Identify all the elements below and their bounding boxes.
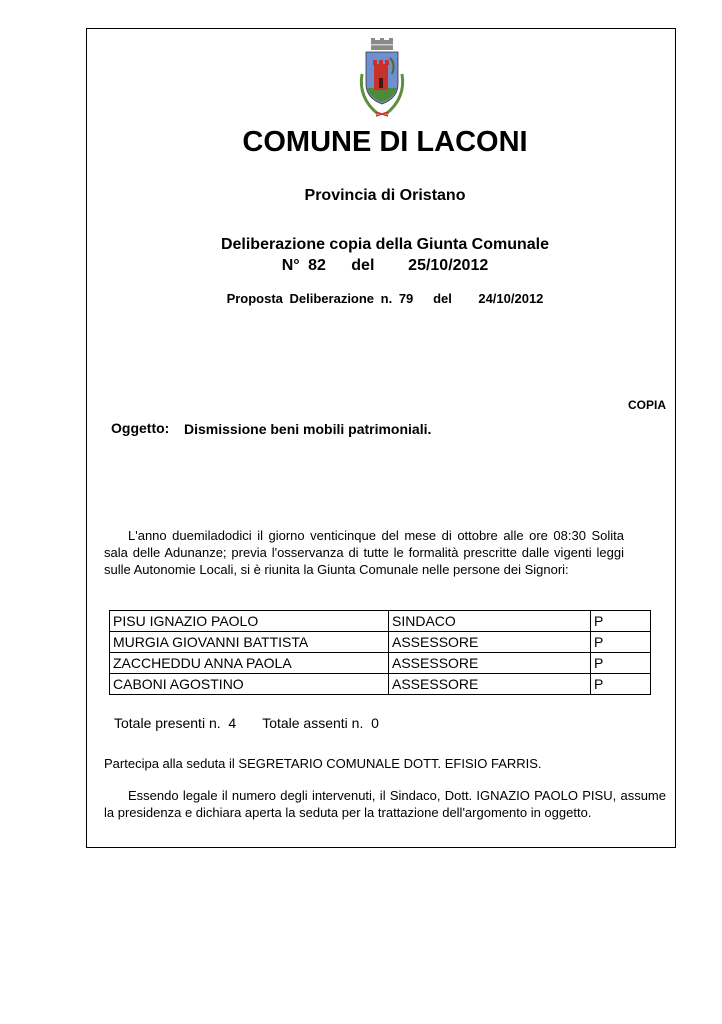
municipality-title: COMUNE DI LACONI [242,126,528,158]
proposal-number-date: Proposta Deliberazione n. 79 del 24/10/2012 [226,291,544,306]
closing-paragraph: Essendo legale il numero degli intervenuti, il Sindaco, Dott. IGNAZIO PAOLO PISU, assume la presidenza e dichiara aperta la seduta per la trattazione dell'argomento in oggetto. [104,788,666,820]
total-present: Totale presenti n. 4 [114,715,237,731]
member-role: SINDACO [389,611,591,632]
deliberation-number-date: N° 82 del 25/10/2012 [281,257,489,274]
member-name: ZACCHEDDU ANNA PAOLA [110,653,389,674]
member-name: CABONI AGOSTINO [110,674,389,695]
member-status: P [591,632,651,653]
subject-label: Oggetto: [111,420,170,436]
deliberation-heading: Deliberazione copia della Giunta Comunale [220,236,550,253]
table-row [110,674,651,695]
intro-paragraph: L'anno duemiladodici il giorno venticinque del mese di ottobre alle ore 08:30 Solita sala delle Adunanze; previa l'osservanza di tutte le formalità prescritte dalle vigenti leggi sulle Autonomie Locali, si è riunita la Giunta Comunale nelle persone dei Signori: [104,528,624,577]
member-status: P [591,611,651,632]
members-table [109,610,651,695]
copy-stamp: COPIA [628,398,667,412]
member-role: ASSESSORE [389,653,591,674]
total-absent: Totale assenti n. 0 [262,715,379,731]
member-role: ASSESSORE [389,674,591,695]
secretary-participation: Partecipa alla seduta il SEGRETARIO COMUNALE DOTT. EFISIO FARRIS. [104,756,542,771]
table-row [110,653,651,674]
member-name: MURGIA GIOVANNI BATTISTA [110,632,389,653]
subject-text: Dismissione beni mobili patrimoniali. [184,421,432,437]
table-row [110,632,651,653]
member-status: P [591,674,651,695]
member-name: PISU IGNAZIO PAOLO [110,611,389,632]
province-name: Provincia di Oristano [304,187,466,204]
member-role: ASSESSORE [389,632,591,653]
attendance-totals [114,715,379,731]
member-status: P [591,653,651,674]
municipal-crest-emblem [354,38,410,120]
table-row [110,611,651,632]
